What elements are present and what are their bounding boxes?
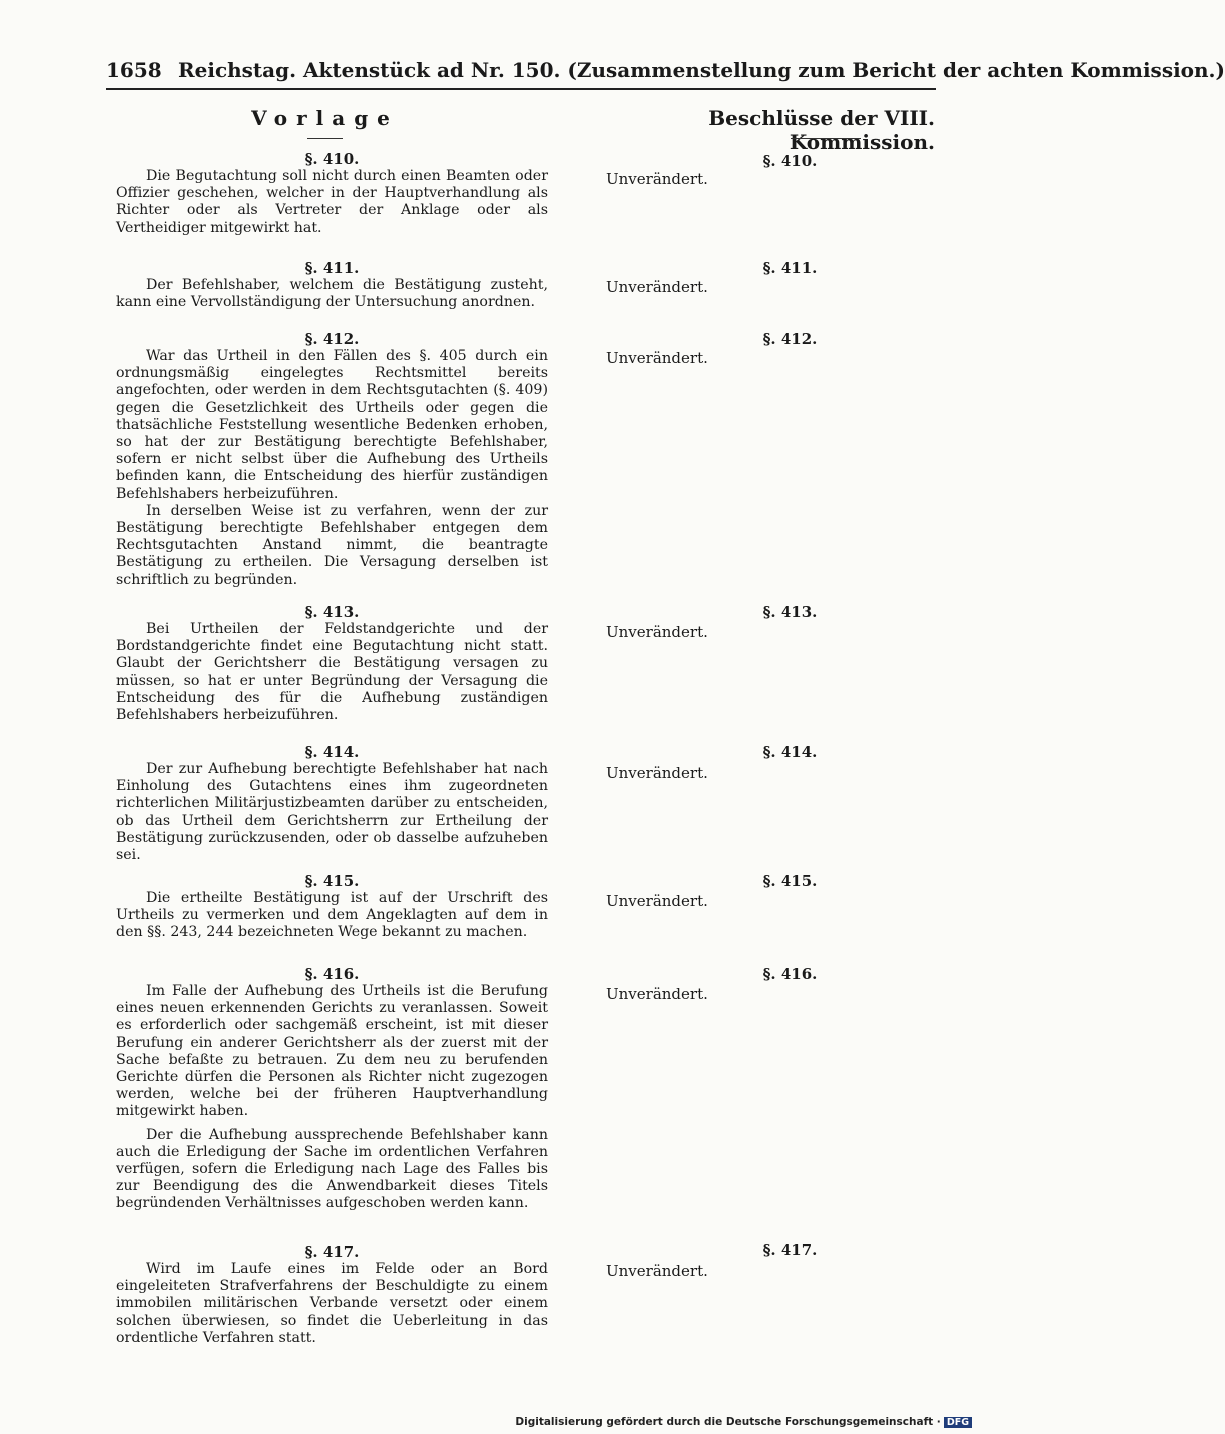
digitization-credit: Digitalisierung gefördert durch die Deutsche Forschungsgemeinschaft · DFG <box>515 1416 972 1428</box>
section-number: §. 417. <box>304 1243 360 1261</box>
section-paragraph: Der zur Aufhebung berechtigte Befehlshaber hat nach Einholung des Gutachtens eines ihm zugeordneten richterlichen Militärjustizbeamten darüber zu entscheiden, ob das Urtheil dem Gerichtsherrn zur Ertheilung der Bestätigung zurückzusenden, oder ob dasselbe aufzuheben sei. <box>116 761 548 864</box>
decision-415: Unverändert. <box>606 892 708 910</box>
decision-414: Unverändert. <box>606 764 708 782</box>
section-417 <box>116 1243 548 1347</box>
decision-413: Unverändert. <box>606 623 708 641</box>
section-paragraph: Bei Urtheilen der Feldstandgerichte und der Bordstandgerichte findet eine Begutachtung nicht statt. Glaubt der Gerichtsherr die Bestätigung versagen zu müssen, so hat er unter Begründung der Versagung die Entscheidung des für die Aufhebung zuständigen Befehlshabers herbeizuführen. <box>116 621 548 724</box>
section-415 <box>116 872 548 942</box>
section-paragraph: In derselben Weise ist zu verfahren, wenn der zur Bestätigung berechtigte Befehlshaber entgegen dem Rechtsgutachten Anstand nimmt, die beantragte Bestätigung zu ertheilen. Die Versagung derselben ist schriftlich zu begründen. <box>116 502 548 588</box>
decision-number-413: §. 413. <box>762 603 818 621</box>
page-number: 1658 <box>106 58 162 82</box>
column-heading-underline <box>307 138 343 139</box>
running-title: Reichstag. Aktenstück ad Nr. 150. (Zusammenstellung zum Bericht der achten Kommission.) <box>178 58 1225 82</box>
section-number: §. 411. <box>304 259 360 277</box>
decision-417: Unverändert. <box>606 1262 708 1280</box>
section-paragraph: Der die Aufhebung aussprechende Befehlshaber kann auch die Erledigung der Sache im ordentlichen Verfahren verfügen, sofern die Erledigung nach Lage des Falles bis zur Beendigung des die Anwendbarkeit dieses Titels begründenden Verhältnisses aufgeschoben werden kann. <box>116 1126 548 1212</box>
decision-number-415: §. 415. <box>762 872 818 890</box>
section-410 <box>116 150 548 237</box>
decision-number-416: §. 416. <box>762 965 818 983</box>
decision-412: Unverändert. <box>606 349 708 367</box>
column-heading-vorlage: Vorlage <box>250 106 400 130</box>
section-411 <box>116 259 548 311</box>
column-heading-underline <box>791 138 861 139</box>
decision-410: Unverändert. <box>606 170 708 188</box>
section-paragraph: Der Befehlshaber, welchem die Bestätigung zusteht, kann eine Vervollständigung der Untersuchung anordnen. <box>116 277 548 311</box>
section-paragraph: Die ertheilte Bestätigung ist auf der Urschrift des Urtheils zu vermerken und dem Angeklagten auf dem in den §§. 243, 244 bezeichneten Wege bekannt zu machen. <box>116 890 548 941</box>
decision-416: Unverändert. <box>606 985 708 1003</box>
section-paragraph: War das Urtheil in den Fällen des §. 405 durch ein ordnungsmäßig eingelegtes Rechtsmittel bereits angefochten, oder werden in dem Rechtsgutachten (§. 409) gegen die Gesetzlichkeit des Urtheils oder gegen die thatsächliche Feststellung wesentliche Bedenken erhoben, so hat der zur Bestätigung berechtigte Befehlshaber, sofern er nicht selbst über die Aufhebung des Urtheils befinden kann, die Entscheidung des hierfür zuständigen Befehlshabers herbeizuführen. <box>116 348 548 502</box>
section-number: §. 413. <box>304 603 360 621</box>
section-413 <box>116 603 548 724</box>
column-heading-beschluesse: Beschlüsse der VIII. Kommission. <box>708 106 935 154</box>
page-header <box>106 58 1225 86</box>
dfg-logo-badge: DFG <box>944 1417 972 1428</box>
decision-411: Unverändert. <box>606 278 708 296</box>
section-number: §. 412. <box>304 330 360 348</box>
section-414 <box>116 743 548 864</box>
decision-number-417: §. 417. <box>762 1241 818 1259</box>
section-paragraph: Die Begutachtung soll nicht durch einen Beamten oder Offizier geschehen, welcher in der Hauptverhandlung als Richter oder als Vertreter der Anklage oder als Vertheidiger mitgewirkt hat. <box>116 168 548 236</box>
decision-number-414: §. 414. <box>762 743 818 761</box>
section-number: §. 414. <box>304 743 360 761</box>
decision-number-412: §. 412. <box>762 330 818 348</box>
section-paragraph: Im Falle der Aufhebung des Urtheils ist die Berufung eines neuen erkennenden Gerichts zu veranlassen. Soweit es erforderlich oder sachgemäß erscheint, ist mit dieser Berufung ein anderer Gerichtsherr als der zuerst mit der Sache befaßte zu betrauen. Zu dem neu zu berufenden Gerichte dürfen die Personen als Richter nicht zugezogen werden, welche bei der früheren Hauptverhandlung mitgewirkt haben. <box>116 983 548 1120</box>
section-416 <box>116 965 548 1213</box>
section-number: §. 416. <box>304 965 360 983</box>
section-412 <box>116 330 548 589</box>
section-number: §. 415. <box>304 872 360 890</box>
decision-number-410: §. 410. <box>762 152 818 170</box>
header-rule <box>106 88 936 90</box>
section-number: §. 410. <box>304 150 360 168</box>
decision-number-411: §. 411. <box>762 259 818 277</box>
section-paragraph: Wird im Laufe eines im Felde oder an Bord eingeleiteten Strafverfahrens der Beschuldigte zu einem immobilen militärischen Verbande versetzt oder einem solchen überwiesen, so findet die Ueberleitung in das ordentliche Verfahren statt. <box>116 1261 548 1346</box>
